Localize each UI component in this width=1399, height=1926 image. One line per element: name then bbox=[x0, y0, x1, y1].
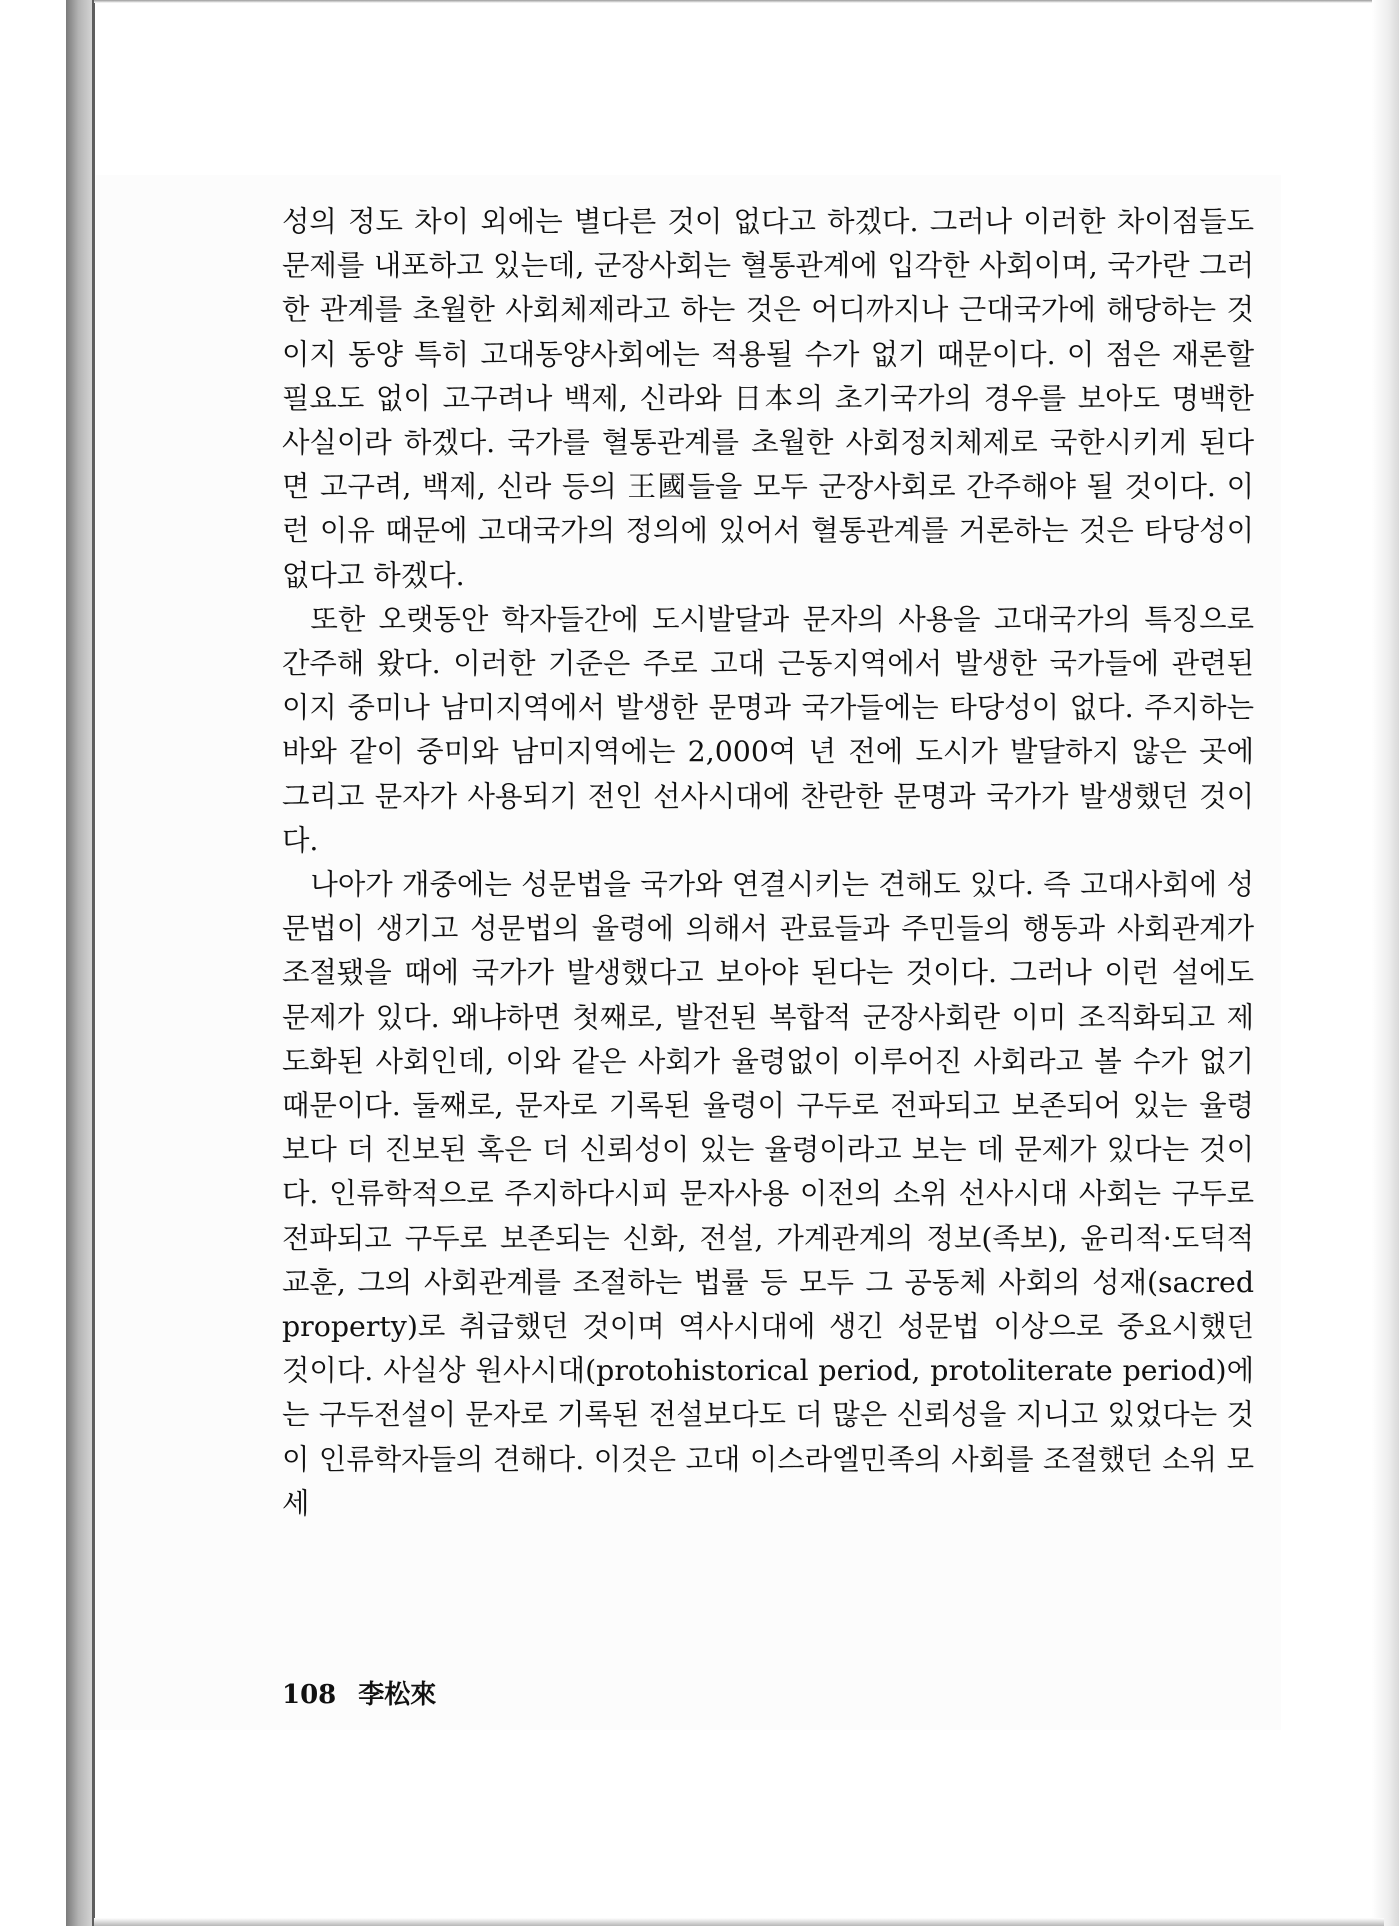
page-bottom-edge bbox=[94, 1918, 1384, 1926]
author-name: 李松來 bbox=[358, 1680, 437, 1710]
page-top-edge bbox=[94, 0, 1384, 3]
page-footer bbox=[282, 1677, 436, 1713]
book-spine bbox=[66, 0, 94, 1926]
body-text bbox=[282, 200, 1254, 1526]
page-number: 108 bbox=[282, 1680, 337, 1710]
paragraph-1: 성의 정도 차이 외에는 별다른 것이 없다고 하겠다. 그러나 이러한 차이점들도 문제를 내포하고 있는데, 군장사회는 혈통관계에 입각한 사회이며, 국가란 그러한 관계를 초월한 사회체제라고 하는 것은 어디까지나 근대국가에 해당하는 것이지 동양 특히 고대동양사회에는 적용될 수가 없기 때문이다. 이 점은 재론할 필요도 없이 고구려나 백제, 신라와 日本의 초기국가의 경우를 보아도 명백한 사실이라 하겠다. 국가를 혈통관계를 초월한 사회정치체제로 국한시키게 된다면 고구려, 백제, 신라 등의 王國들을 모두 군장사회로 간주해야 될 것이다. 이런 이유 때문에 고대국가의 정의에 있어서 혈통관계를 거론하는 것은 타당성이 없다고 하겠다. bbox=[282, 205, 1254, 592]
paragraph-2: 또한 오랫동안 학자들간에 도시발달과 문자의 사용을 고대국가의 특징으로 간주해 왔다. 이러한 기준은 주로 고대 근동지역에서 발생한 국가들에 관련된 이지 중미나 남미지역에서 발생한 문명과 국가들에는 타당성이 없다. 주지하는 바와 같이 중미와 남미지역에는 2,000여 년 전에 도시가 발달하지 않은 곳에 그리고 문자가 사용되기 전인 선사시대에 찬란한 문명과 국가가 발생했던 것이다. bbox=[282, 602, 1254, 857]
page-right-shadow bbox=[1372, 0, 1399, 1926]
paragraph-3: 나아가 개중에는 성문법을 국가와 연결시키는 견해도 있다. 즉 고대사회에 성문법이 생기고 성문법의 율령에 의해서 관료들과 주민들의 행동과 사회관계가 조절됐을 때에 국가가 발생했다고 보아야 된다는 것이다. 그러나 이런 설에도 문제가 있다. 왜냐하면 첫째로, 발전된 복합적 군장사회란 이미 조직화되고 제도화된 사회인데, 이와 같은 사회가 율령없이 이루어진 사회라고 볼 수가 없기 때문이다. 둘째로, 문자로 기록된 율령이 구두로 전파되고 보존되어 있는 율령보다 더 진보된 혹은 더 신뢰성이 있는 율령이라고 보는 데 문제가 있다는 것이다. 인류학적으로 주지하다시피 문자사용 이전의 소위 선사시대 사회는 구두로 전파되고 구두로 보존되는 신화, 전설, 가계관계의 정보(족보), 윤리적·도덕적 교훈, 그의 사회관계를 조절하는 법률 등 모두 그 공동체 사회의 성재(sacred property)로 취급했던 것이며 역사시대에 생긴 성문법 이상으로 중요시했던 것이다. 사실상 원사시대(protohistorical period, protoliterate period)에는 구두전설이 문자로 기록된 전설보다도 더 많은 신뢰성을 지니고 있었다는 것이 인류학자들의 견해다. 이것은 고대 이스라엘민족의 사회를 조절했던 소위 모세 bbox=[282, 868, 1254, 1520]
